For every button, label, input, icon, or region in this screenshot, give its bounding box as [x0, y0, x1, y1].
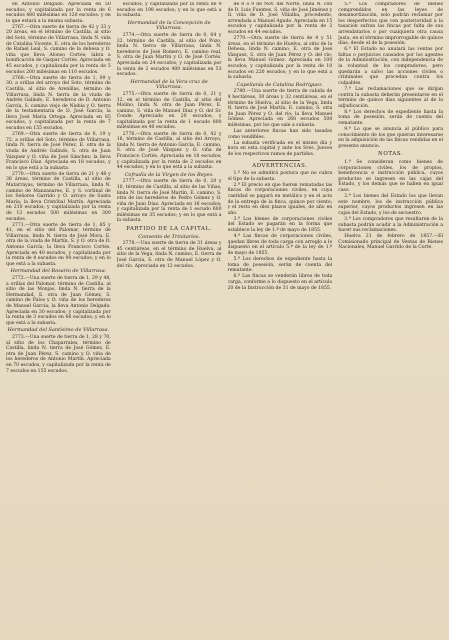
paragraph: 9.ª Lo que se anuncia al público para conocimiento de los que quieran interesarse en la adquisición de las fincas vendidas en el presente anuncio. — [338, 127, 443, 149]
paragraph: 2769.—Otra suerte de tierra de 0, 19 y 72, a orillas del Soto, término de Villarrasa, linda N. tierra de José Pérez, E. otra de la viuda de Andrés Galindo, S. otra de Juan Vázquez y O. viña de José Sánchez; la lleva Francisco Díaz. Apreciada en 18 escudos, y en lo que está a la subasta. — [6, 132, 111, 171]
paragraph: 2770.—Otra suerte de tierra de 21 y 48 y 38 áreas, término de Castilla, al sitio de Matarrayas, término de Villarrasa, linda N. camino de Manzanares, E. y S. cortinal de los Señores Garrido y O. arroyo de Santa María; la lleva Cristóbal Martín. Apreciada en 210 escudos; y capitalizada por la renta de 13 escudos 500 milésimas en 300 escudos. — [6, 171, 111, 222]
section-heading: Convento de Trinitarios. — [138, 233, 200, 240]
section-heading: Hermandad de la Vera-cruz de Villarrasa. — [130, 78, 208, 91]
column-2 — [117, 2, 222, 638]
paragraph: 5.ª Los derechos de expediente hasta la toma de posesión, serán de cuenta del rematante. — [227, 257, 333, 274]
text-columns — [6, 2, 443, 638]
paragraph: 4.ª Las fincas de corporaciones civiles, quedan libres de toda carga con arreglo a lo dispuesto en el artículo 5.º de la ley de 1.º de mayo de 1855. — [227, 234, 333, 256]
column-4 — [338, 2, 443, 638]
section-heading: Hermandad de la Concepción de Villarrasa. — [127, 19, 211, 32]
divider-rule — [260, 160, 300, 161]
notas-heading: NOTAS. — [378, 151, 404, 158]
paragraph: 3.ª Los compradores que resultaren de la subasta podrán acudir a la Administración a hacer sus reclamaciones. — [338, 216, 443, 234]
paragraph: 2777.—Otra suerte de tierra de 0, 20 y 10, término de Castilla, al sitio de las Viñas, linda N. tierra de José Martín, E. camino, S. otra de los herederos de Pedro Gómez y O. viña de Juan Díaz. Apreciada en 16 escudos; y capitalizada por la renta de 1 escudo 600 milésimas en 35 escudos; y en lo que está a la subasta. — [116, 179, 222, 224]
paragraph: 2774.—Otra suerte de tierra de 0, 64 y 32, término de Castilla, al sitio del Pozo, linda N. tierra de Villarrasa, linda N. herederos de José Romero, E. camino real, S. otra de Juan Martín y O. de José Cortés. Apreciada en 24 escudos; y capitalizada por la renta de 2 escudos 400 milésimas en 53 escudos. — [116, 32, 222, 78]
partido-heading: PARTIDO DE LA CAPITAL. — [126, 226, 213, 233]
paragraph: 2.ª Los bienes del Estado los que llevan este nombre, los de instrucción pública superior, cuyos productos ingresen en las cajas del Estado, y los de secuestro. — [338, 194, 443, 216]
column-3 — [228, 2, 333, 638]
paragraph: 2779.—Otra suerte de tierra de 4 y 51 áreas, en el término de Huelva, al sitio de la Dehesa, linda N. camino, E. otra de José Vázquez, S. otra de Juan Pérez y O. del río; la lleva Manuel Gómez. Apreciada en 100 escudos; y capitalizada por la renta de 10 escudos en 220 escudos; y en lo que está a la subasta. — [227, 36, 333, 81]
paragraph: de 8 ó 9 de Nov. del Norte, linda N. con de D. Luis Fuentes, S. viña de José Jiménez y O. viña de D. José Villalba, procedente, arrendada a Manuel Agudo. Apreciada en 15 escudos y capitalizada por la renta de 2 escudos en 44 escudos. — [227, 2, 333, 35]
paragraph: 8.ª Los derechos de expediente hasta la toma de posesión, serán de cuenta del rematante. — [338, 109, 443, 126]
paragraph: 1.ª Se consideran como bienes de corporaciones civiles, los de propios, beneficencia e instrucción pública, cuyos productos se ingresen en las cajas del Estado, y los demás que se hallen en igual caso. — [338, 160, 443, 193]
paragraph: 6.ª El Estado no anulará las ventas por faltas o perjuicios causados por los agentes de la Administración, con independencia de la voluntad de los compradores; pero quedarán a salvo las acciones civiles o criminales que procedan contra los culpables. — [338, 47, 443, 86]
paragraph: escudos; y capitalizada por la renta de 9 escudos en 198 escudos; y en lo que está a la subasta. — [116, 2, 222, 19]
paragraph: 2780.—Una suerte de tierra de cabida de 4 hectáreas, 30 áreas y 32 centiáreas, en el término de Huelva, al sitio de la Vega, linda N. tierra de José Martín, E. camino, S. otra de Juan Pérez y O. del río; la lleva Manuel Gómez. Apreciada en 268 escudos 500 milésimas, por los que sale a subasta. — [227, 89, 333, 128]
section-heading: Hermandad del Santísimo de Villarrasa. — [7, 327, 110, 334]
paragraph: 2775.—Otra suerte de tierra de 0, 21 y 12, en el término de Castilla, al sitio del Molino, linda N. otra de Juan Pérez, E. camino, S. viña de Manuel Díaz y O. del Sr. Conde. Apreciada en 20 escudos; y capitalizada por la renta de 1 escudo 800 milésimas en 40 escudos. — [116, 91, 222, 131]
paragraph: 2768.—Otra suerte de tierra de 1, 09 y 30, a orillas del arroyo del Soto, término de Castilla, al sitio de Arenillas, término de Villarrasa, linda N. tierra de la viuda de Andrés Galindo, E. herederos de D. Antonio García, S. camino viejo de Niebla y O. tierra de la testamentaría de D. José García; la lleva José María Ortega. Apreciada en 85 escudos, y capitalizada por la renta de 7 escudos en 155 escudos. — [6, 75, 111, 132]
paragraph: 5.ª Los compradores de bienes comprendidos en las leyes de desamortización, solo podrán reclamar por los desperfectos que con posterioridad a la tasación sufran las fincas por falta de sus arrendatarios o por cualquiera otra causa justa, en el término improrrogable de quince días, desde el de la posesión. — [338, 2, 443, 47]
paragraph: 7.ª Las reclamaciones que se dirijan contra la subasta deberán presentarse en el término de quince días siguientes al de la adjudicación. — [338, 86, 443, 109]
section-heading: Hermandad del Rosario de Villarrasa. — [10, 268, 107, 275]
paragraph: 2773.—Una suerte de tierra de 1, 28 y 70, al sitio de los Chaparrales, término de Castilla, linda N. tierra de José Gómez, E. otra de Juan Pérez, S. camino y O. viña de los herederos de Antonio Martín. Apreciada en 70 escudos, y capitalizada por la renta de 7 escudos en 155 escudos. — [6, 334, 111, 374]
paragraph: Las anteriores fincas han sido tasadas como vendibles. — [227, 129, 333, 140]
paragraph: 1.ª No se admitirá postura que no cubra el tipo de la subasta. — [227, 171, 333, 182]
paragraph: La subasta verificada en el mismo día y hora en esta capital y ante los Sres. Jueces de los respectivos ramos de partidos. — [227, 140, 333, 157]
advertencias-heading: ADVERTENCIAS. — [252, 162, 308, 169]
paragraph: 3.ª Los bienes de corporaciones civiles del Estado se pagarán en la forma que establece la ley de 1.º de mayo de 1855. — [227, 216, 333, 234]
signature-paragraph: Huelva 21 de febrero de 1857.—El Comisionado principal de Ventas de Bienes Nacionales, Manuel Garrido de la Corte. — [338, 234, 443, 251]
section-heading: Cofradía de la Virgen de los Reyes. — [124, 171, 214, 178]
paragraph: en Antonio Delgado. Apreciada en 50 escudos; y capitalizada por la renta de 6 escudos 480 milésimas en 120 escudos: y en lo que estará a la misma subasta. — [6, 2, 111, 24]
paragraph: 6.ª Las fincas se venderán libres de toda carga, conforme a lo dispuesto en el artículo 20 de la Instrucción de 31 de mayo de 1855. — [227, 274, 333, 291]
paragraph: 2776.—Otra suerte de tierra de 0, 42 y 16, término de Castilla, al sitio del Arroyo, linda N. tierra de Antonio García, E. camino, S. otra de José Vázquez y O. viña de Francisco Cortés. Apreciada en 18 escudos; y capitalizada por la renta de 2 escudos en 44 escudos; y en lo que está a la subasta. — [116, 131, 222, 171]
section-heading: Capellanía de Catalina Rodríguez. — [236, 81, 324, 88]
paragraph: 2.ª El precio en que fueren rematadas las fincas de corporaciones civiles, en cuya cantidad se pagará en metálico y en el acto de la entrega de la finca, quince por ciento; y el resto en diez plazos iguales, de año en año. — [227, 182, 333, 216]
paragraph: 2767.—Otra suerte de tierra de 42 y 33 y 20 áreas, en el término de Castilla, al sitio del Soto, término de Villarrasa, linda N. vida de Catalina Vicente, E. otra de los herederos de Rafael Leal, S. camino de la dehesa y O. viña que lleva Alonso Cortés; labra a bonificación de Gaspar Cortés. Apreciada en 45 escudos, y capitalizada por la renta de 5 escudos 200 milésimas en 110 escudos. — [6, 24, 111, 75]
paragraph: 2778.—Una suerte de tierra de 31 áreas y 45 centiáreas, en el término de Huelva, al sitio de la Vega, linda N. camino, E. tierra de José García, S. otra de Manuel López y O. del río. Apreciada en 12 escudos. — [116, 241, 222, 269]
paragraph: 2772.—Una suerte de tierra de 1, 29 y 48, a orillas del Palomar, término de Castilla, al sitio de las Monjas, linda N. tierra de la Hermandad, E. otra de Juan Gómez, S. camino de Palos y O. viña de los herederos de Manuel García; la lleva Antonio Delgado. Apreciada en 30 escudos; y capitalizada por la renta de 3 escudos en 66 escudos; y en lo que está a la subasta. — [6, 276, 111, 326]
paragraph: 2771.—Otra suerte de tierra de 1, 85 y 41, en el sitio del Palomar, término de Villarrasa, linda N. tierra de José Mora, E. otra de la viuda de Martín, S. y O. otra de D. Antonio García; la lleva Francisco Cortés. Apreciada en 40 escudos, y capitalizada por la renta de 4 escudos en 90 escudos; y en lo que está a la subasta. — [6, 222, 111, 267]
column-1 — [6, 2, 111, 638]
